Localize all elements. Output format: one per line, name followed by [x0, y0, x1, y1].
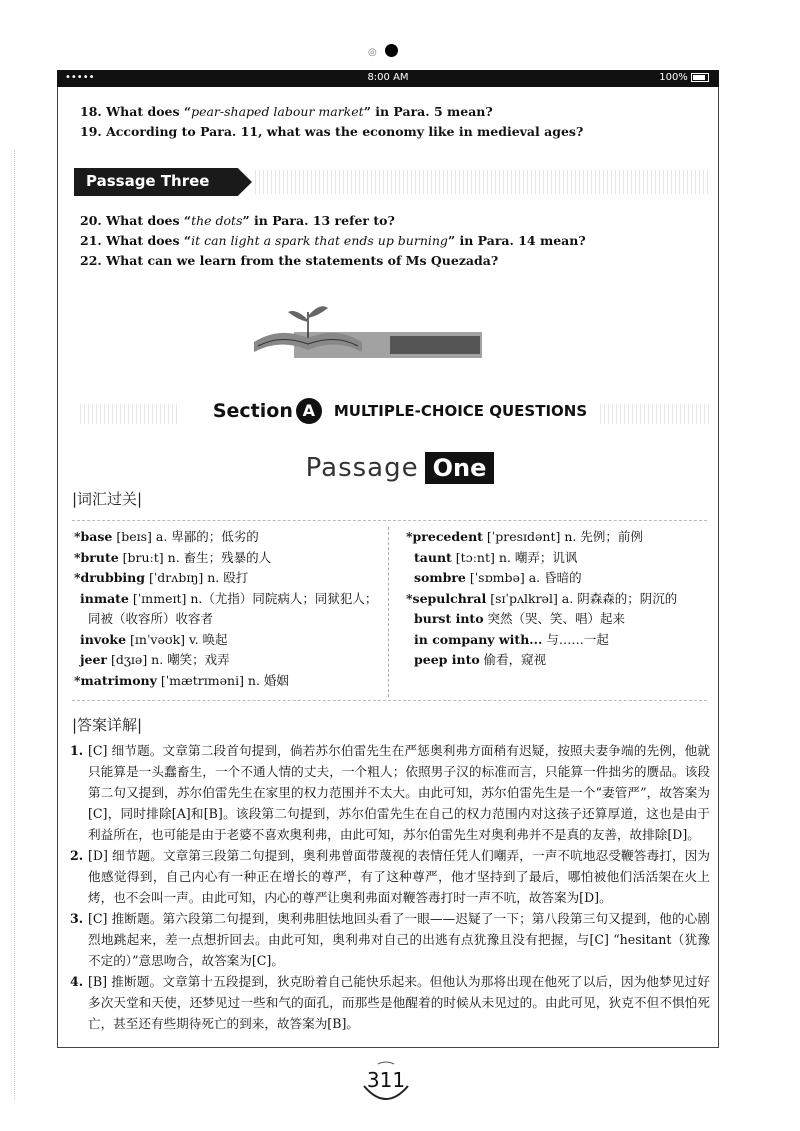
vocab-item: inmate [ˈɪnmeɪt] n.（尤指）同院病人；同狱犯人；: [80, 590, 378, 606]
vocab-item: *sepulchral [sɪˈpʌlkrəl] a. 阴森森的；阴沉的: [406, 590, 678, 606]
question-18: 18. What does “pear-shaped labour market” in Para. 5 mean?: [80, 104, 493, 119]
battery-icon: [691, 73, 709, 82]
vocab-item: *matrimony [ˈmætrɪməni] n. 婚姻: [74, 672, 289, 688]
margin-dotted-line: [14, 150, 15, 1100]
vocab-item: burst into 突然（哭、笑、唱）起来: [414, 611, 626, 626]
section-a-heading: Section A MULTIPLE-CHOICE QUESTIONS: [212, 400, 588, 422]
answer-item: 2. [D] 细节题。文章第三段第二句提到，奥利弗曾面带蔑视的表情任凭人们嘲弄，一声不吭地忍受鞭答毒打，因为他感觉得到，自己内心有一种正在增长的尊严，有了这种尊严，他才坚持到了最后，哪怕被他们活活架在火上烤，也不会叫一声。由此可知，内心的尊严让奥利弗面对鞭答毒打时一声不吭，故答案为[D]。: [70, 848, 710, 905]
signal-indicator: •••••: [65, 72, 95, 83]
passage-one-heading: Passage One: [0, 452, 800, 484]
status-bar: [57, 70, 719, 87]
answer-item: 3. [C] 推断题。第六段第二句提到，奥利弗胆怯地回头看了一眼——迟疑了一下；第八段第三句又提到，他的心剧烈地跳起来，差一点想折回去。由此可知，奥利弗对自己的出逃有点犹豫且没有把握，与[C] “hesitant（犹豫不定的）”意思吻合，故答案为[C]。: [70, 911, 710, 968]
vocab-item: *precedent [ˈpresɪdənt] n. 先例；前例: [406, 529, 643, 544]
vocab-item: invoke [ɪnˈvəʊk] v. 唤起: [80, 631, 228, 647]
vocab-left-column: [74, 527, 384, 691]
camera-icon: [385, 44, 398, 57]
vocab-right-column: [406, 527, 706, 671]
vocab-item-continuation: 同被（收容所）收容者: [88, 611, 214, 626]
question-20: 20. What does “the dots” in Para. 13 refer to?: [80, 213, 395, 228]
vocab-item: in company with... 与……一起: [414, 631, 609, 647]
vocab-bottom-divider: [72, 700, 707, 701]
answer-explanations: [70, 740, 710, 1034]
passage-three-banner: Passage Three: [74, 168, 252, 196]
status-time: 8:00 AM: [367, 72, 409, 83]
vocab-column-divider: [388, 527, 389, 697]
battery-percent: 100%: [659, 72, 688, 83]
section-letter-badge: A: [296, 398, 322, 424]
answer-heading: |答案详解|: [72, 716, 143, 734]
answer-item: 1. [C] 细节题。文章第二段首句提到，倘若苏尔伯雷先生在严惩奥利弗方面稍有迟疑，按照夫妻争端的先例，他就只能算是一头蠢畜生，一个不通人情的丈夫，一个粗人；依照男子汉的标准而言，只能算一件拙劣的赝品。该段第二句又提到，苏尔伯雷先生在家里的权力范围并不太大。由此可知，苏尔伯雷先生是一个“妻管严”，故答案为[C]，同时排除[A]和[B]。该段第二句提到，苏尔伯雷先生在自己的权力范围内对这孩子还算厚道，这也是由于利益所在，也可能是由于老婆不喜欢奥利弗，由此可知，苏尔伯雷先生对奥利弗并不是真的友善，故排除[D]。: [70, 743, 710, 842]
battery-indicator: [659, 72, 709, 83]
vocab-item: peep into 偷看，窥视: [414, 652, 547, 667]
answer-item: 4. [B] 推断题。文章第十五段提到，狄克盼着自己能快乐起来。但他认为那将出现在他死了以后，因为他梦见过好多次天堂和天使，还梦见过一些和气的面孔，而那些是他醒着的时候从未见过的。由此可见，狄克不但不惧怕死亡，甚至还有些期待死亡的到来，故答案为[B]。: [70, 974, 710, 1031]
vocab-item: jeer [dʒɪə] n. 嘲笑；戏弄: [80, 652, 230, 667]
vocab-heading: |词汇过关|: [72, 490, 143, 508]
small-dot-icon: ◎: [368, 47, 377, 58]
camera-dots: [368, 40, 398, 59]
page-number: 311: [366, 1068, 406, 1092]
question-22: 22. What can we learn from the statements of Ms Quezada?: [80, 253, 499, 268]
vocab-item: *brute [bruːt] n. 畜生；残暴的人: [74, 549, 272, 565]
vocab-item: taunt [tɔːnt] n. 嘲弄；讥讽: [414, 549, 578, 565]
vocab-top-divider: [72, 520, 707, 521]
vocab-item: sombre [ˈsɒmbə] a. 昏暗的: [414, 570, 582, 585]
banner-dotted-texture: [255, 170, 710, 194]
book-plant-decoration-icon: [250, 298, 482, 360]
vocab-item: *base [beɪs] a. 卑鄙的；低劣的: [74, 529, 259, 544]
vocab-item: *drubbing [ˈdrʌbɪŋ] n. 殴打: [74, 570, 249, 585]
question-19: 19. According to Para. 11, what was the economy like in medieval ages?: [80, 124, 584, 139]
question-21: 21. What does “it can light a spark that ends up burning” in Para. 14 mean?: [80, 233, 586, 248]
